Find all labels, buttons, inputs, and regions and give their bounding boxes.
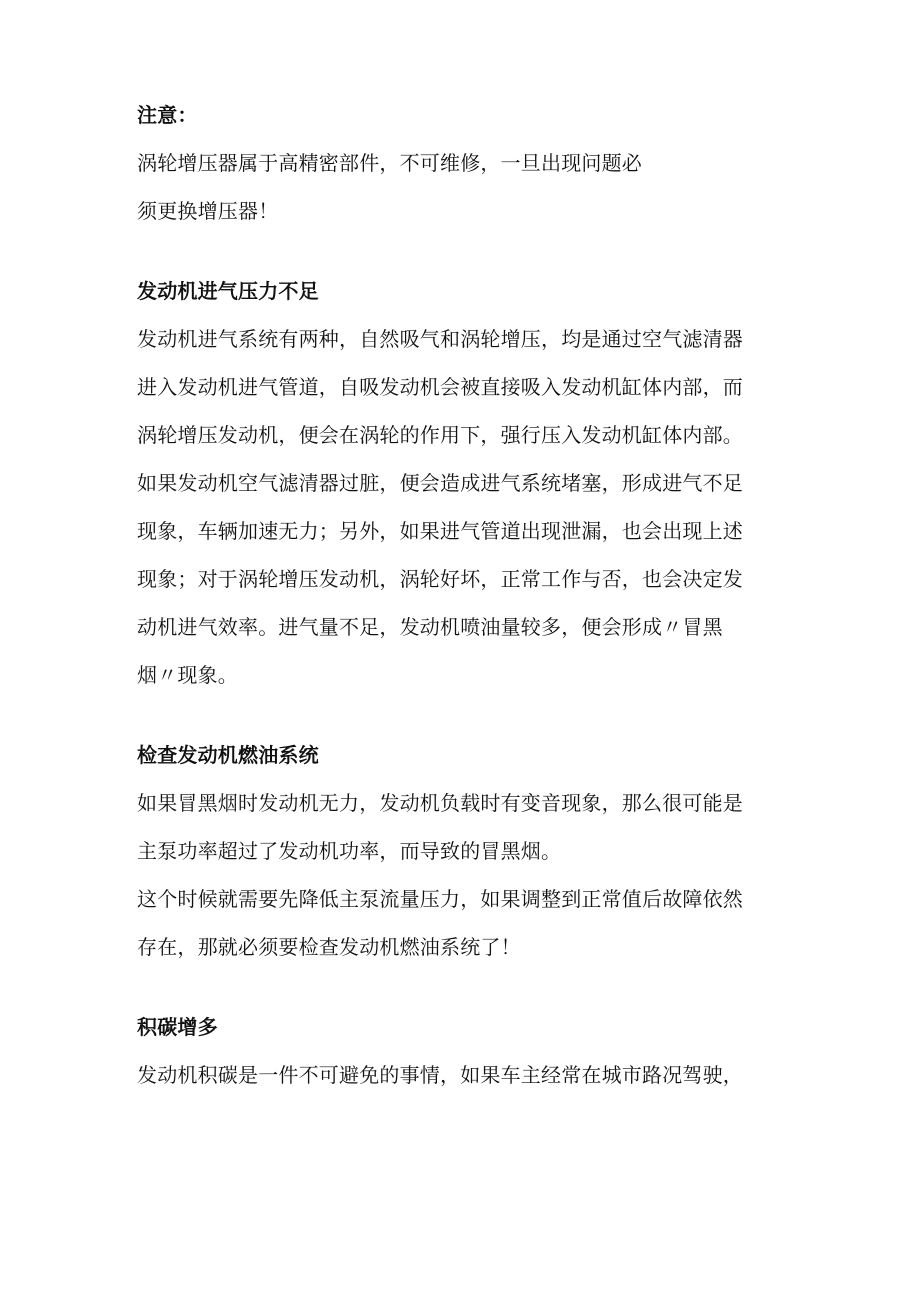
document-body	[137, 97, 797, 1093]
paragraph-line: 发动机积碳是一件不可避免的事情，如果车主经常在城市路况驾驶，	[137, 1063, 743, 1087]
paragraph-line: 发动机进气系统有两种，自然吸气和涡轮增压，均是通过空气滤清器	[137, 327, 743, 351]
paragraph-line: 涡轮增压器属于高精密部件，不可维修，一旦出现问题必	[137, 151, 642, 175]
paragraph-line: 如果冒黑烟时发动机无力，发动机负载时有变音现象，那么很可能是	[137, 791, 743, 815]
paragraph-line: 烟〃现象。	[137, 663, 238, 687]
paragraph-line: 动机进气效率。进气量不足，发动机喷油量较多，便会形成〃冒黑	[137, 615, 723, 639]
paragraph-line: 现象；对于涡轮增压发动机，涡轮好坏，正常工作与否，也会决定发	[137, 567, 743, 591]
paragraph-line: 存在，那就必须要检查发动机燃油系统了！	[137, 935, 521, 959]
paragraph-line: 须更换增压器！	[137, 199, 279, 223]
section-heading-fuel-system: 检查发动机燃油系统	[137, 743, 319, 767]
paragraph-line: 如果发动机空气滤清器过脏，便会造成进气系统堵塞，形成进气不足	[137, 471, 743, 495]
section-heading-carbon-buildup: 积碳增多	[137, 1015, 218, 1039]
paragraph-line: 进入发动机进气管道，自吸发动机会被直接吸入发动机缸体内部，而	[137, 375, 743, 399]
paragraph-line: 主泵功率超过了发动机功率，而导致的冒黑烟。	[137, 839, 562, 863]
paragraph-line: 这个时候就需要先降低主泵流量压力，如果调整到正常值后故障依然	[137, 887, 743, 911]
paragraph-line: 涡轮增压发动机，便会在涡轮的作用下，强行压入发动机缸体内部。	[137, 423, 743, 447]
section-heading-intake-pressure: 发动机进气压力不足	[137, 279, 319, 303]
section-heading-notice: 注意：	[137, 103, 198, 127]
paragraph-line: 现象，车辆加速无力；另外，如果进气管道出现泄漏，也会出现上述	[137, 519, 743, 543]
